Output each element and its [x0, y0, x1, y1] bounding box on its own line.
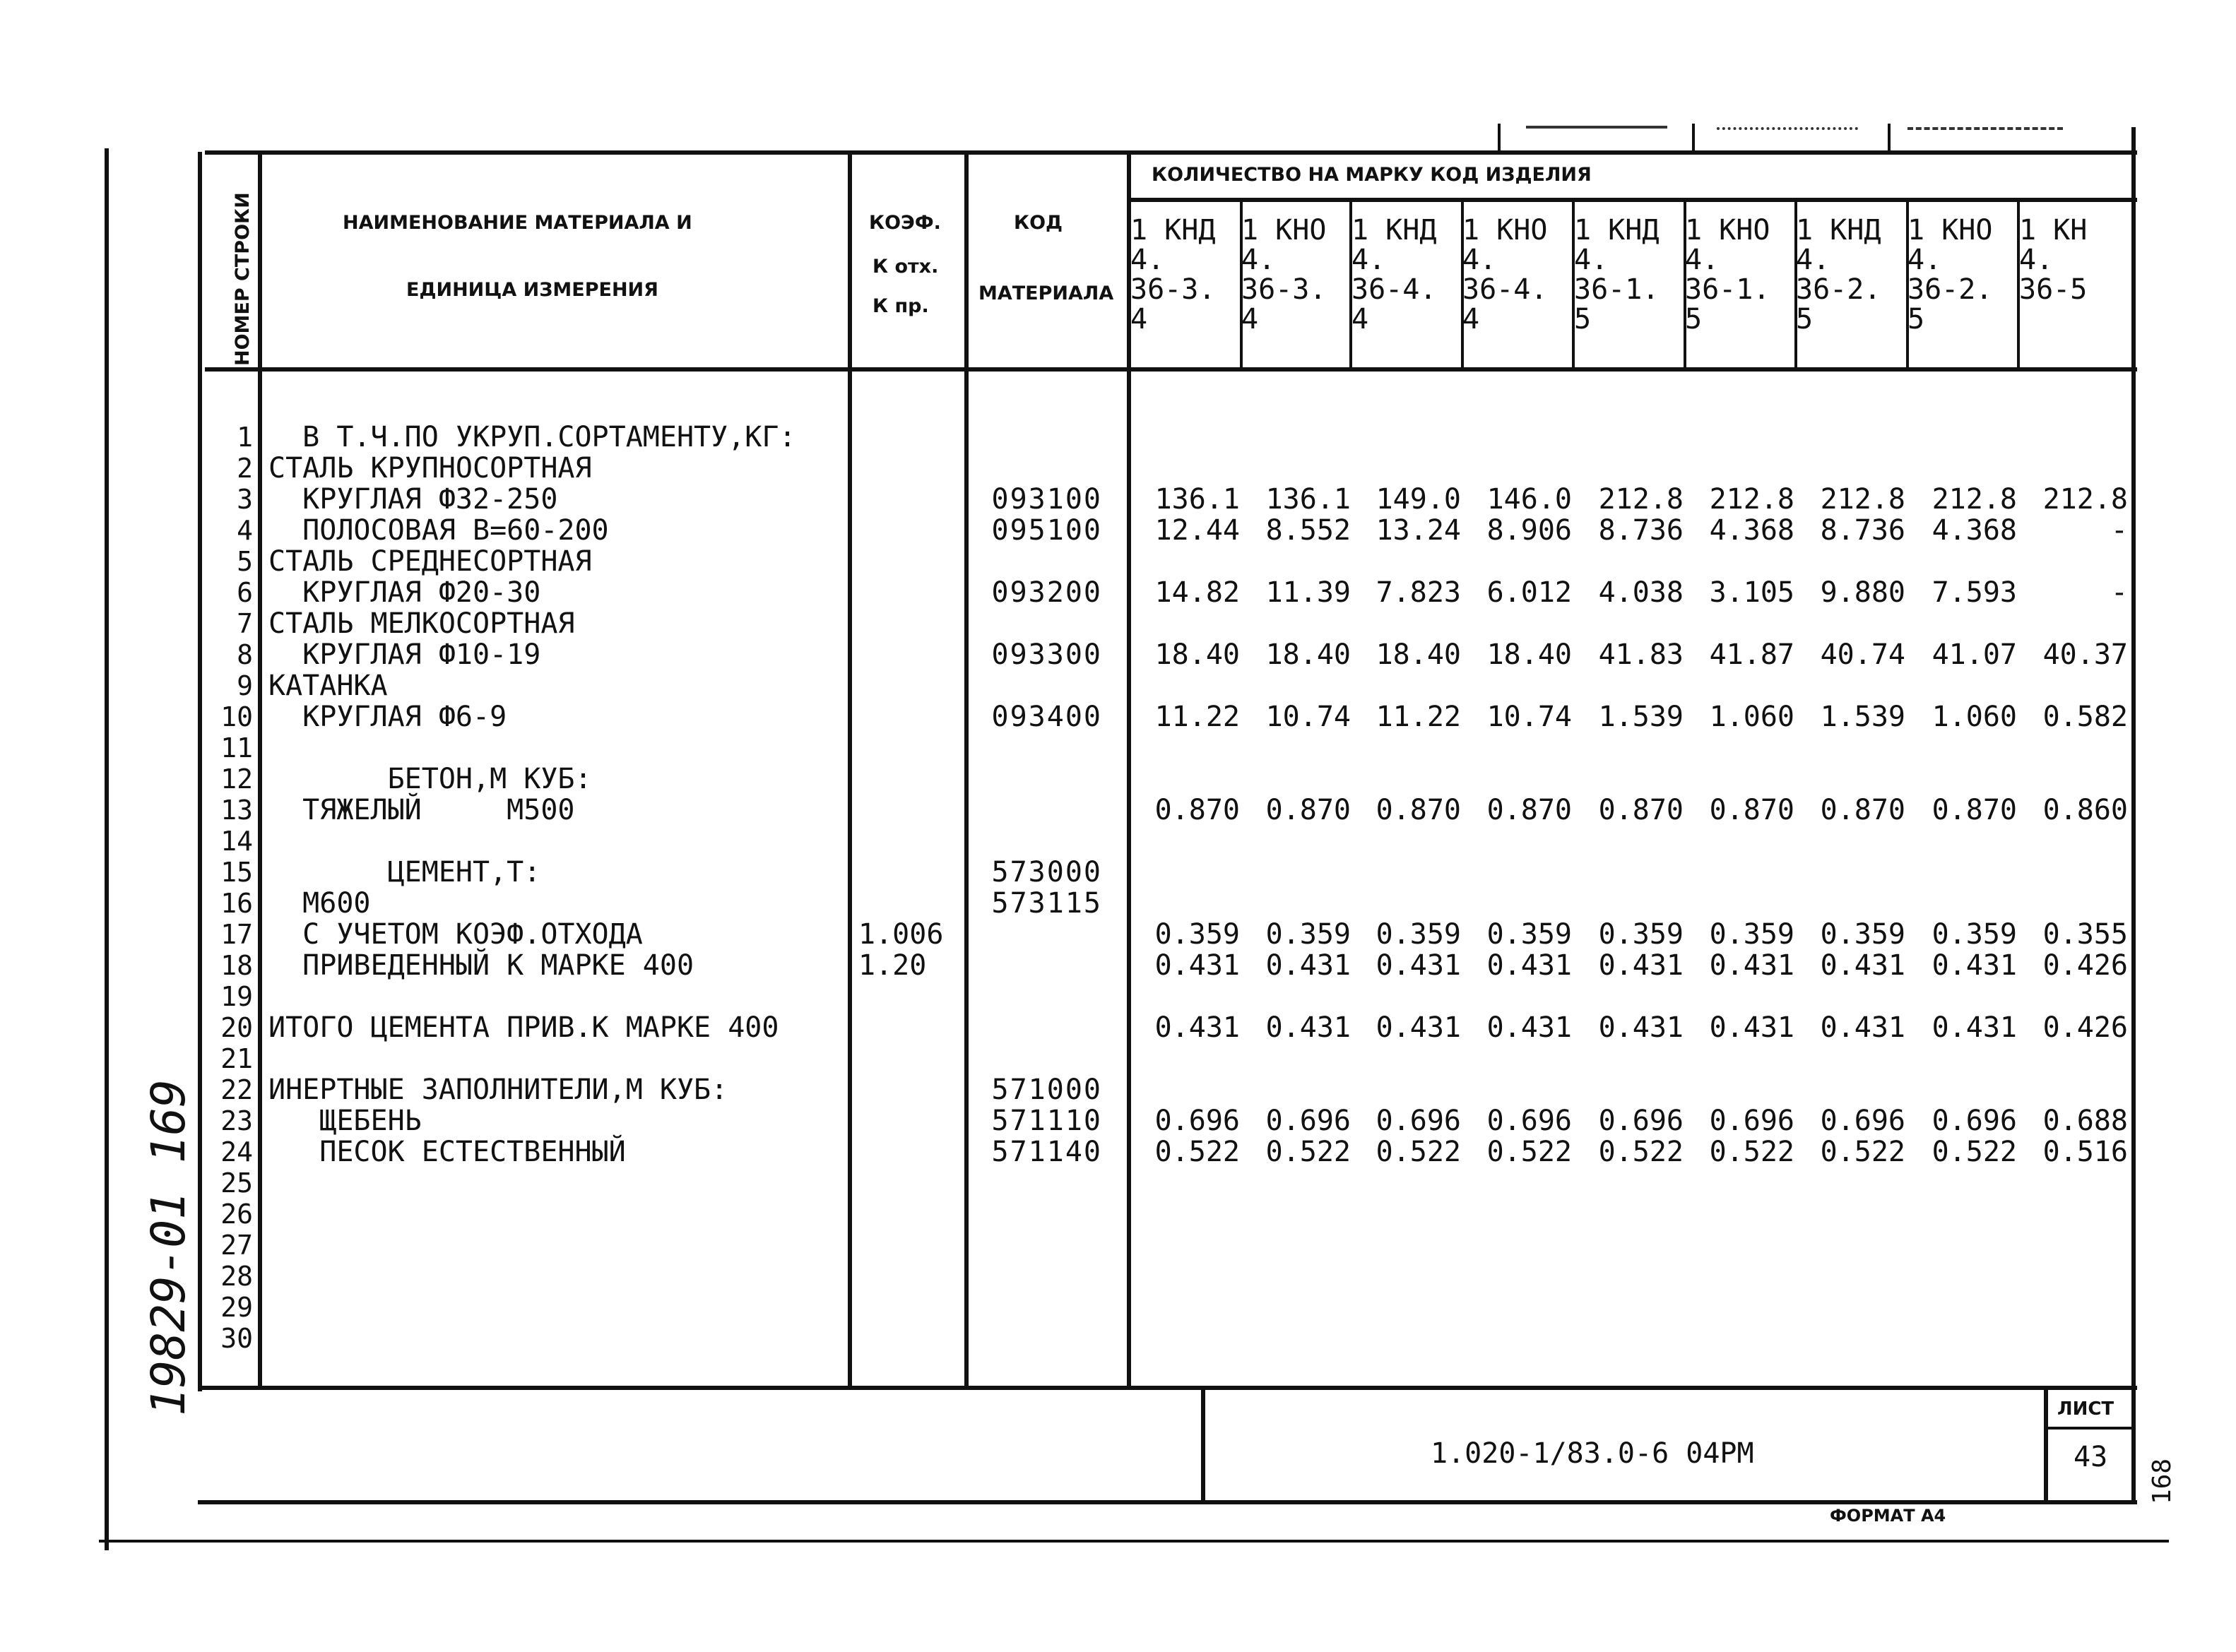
col-sep-coef	[964, 152, 969, 1388]
left-border-line	[105, 148, 109, 1550]
row-number: 7	[237, 608, 253, 639]
quantity-cell: 1.060	[1709, 701, 1794, 733]
quantity-cell: 1.060	[1932, 701, 2017, 733]
quantity-cell: 13.24	[1376, 514, 1461, 547]
product-col-9: 1 КН 4. 36-5	[2019, 214, 2088, 306]
product-col-5: 1 КНД 4. 36-1. 5	[1574, 214, 1660, 335]
quantity-cell: 0.431	[1820, 949, 1905, 982]
quantity-cell: 41.87	[1709, 638, 1794, 671]
product-col-4: 1 КНО 4. 36-4. 4	[1462, 214, 1548, 335]
code-row-23: 571110	[991, 1105, 1102, 1137]
product-col-2: 1 КНО 4. 36-3. 4	[1241, 214, 1327, 335]
quantity-cell: 0.516	[2042, 1136, 2128, 1168]
row-number: 18	[220, 950, 253, 981]
margin-number-right: 168	[2148, 1458, 2177, 1504]
quantity-cell: -	[2110, 514, 2128, 547]
quantity-cell: 7.593	[1932, 576, 2017, 609]
quantity-cell: 8.552	[1265, 514, 1351, 547]
quantity-cell: 0.696	[1376, 1105, 1461, 1137]
row-number: 9	[237, 670, 253, 701]
quantity-cell: 18.40	[1376, 638, 1461, 671]
quantity-cell: 136.1	[1154, 483, 1240, 516]
quantity-cell: 0.359	[1265, 918, 1351, 951]
row-number: 16	[220, 888, 253, 919]
quantity-cell: 0.696	[1820, 1105, 1905, 1137]
row-number: 15	[220, 857, 253, 888]
header-coef-line1: КОЭФ.	[869, 212, 941, 234]
top-stamp-scribble-2	[1717, 127, 1858, 136]
quantity-cell: 1.539	[1820, 701, 1905, 733]
quantity-cell: 0.870	[1154, 794, 1240, 826]
quantity-cell: 0.696	[1598, 1105, 1684, 1137]
code-row-8: 093300	[991, 638, 1102, 671]
quantity-cell: 4.038	[1598, 576, 1684, 609]
code-row-4: 095100	[991, 514, 1102, 547]
material-row-8: КРУГЛАЯ Ф10-19	[268, 638, 541, 671]
quantity-cell: 18.40	[1486, 638, 1572, 671]
quantity-cell: 212.8	[1709, 483, 1794, 516]
material-row-2: СТАЛЬ КРУПНОСОРТНАЯ	[268, 452, 592, 485]
material-row-20: ИТОГО ЦЕМЕНТА ПРИВ.К МАРКЕ 400	[268, 1011, 779, 1044]
quantity-cell: 0.431	[1598, 949, 1684, 982]
table-bottom-line	[198, 1386, 2137, 1390]
header-row-number: НОМЕР СТРОКИ	[232, 192, 254, 366]
row-number: 26	[220, 1199, 253, 1230]
row-number: 14	[220, 826, 253, 857]
quantity-cell: 12.44	[1154, 514, 1240, 547]
quantity-cell: 0.431	[1154, 1011, 1240, 1044]
header-name-line1: НАИМЕНОВАНИЕ МАТЕРИАЛА И	[343, 212, 692, 234]
quantity-cell: 0.870	[1598, 794, 1684, 826]
quantity-cell: 0.431	[1265, 1011, 1351, 1044]
top-stamp-scribble-1	[1526, 126, 1667, 136]
quantity-cell: 7.823	[1376, 576, 1461, 609]
quantity-cell: 212.8	[1598, 483, 1684, 516]
code-row-24: 571140	[991, 1136, 1102, 1168]
quantity-cell: 18.40	[1154, 638, 1240, 671]
row-number: 21	[220, 1043, 253, 1074]
material-row-10: КРУГЛАЯ Ф6-9	[268, 701, 507, 733]
quantity-cell: 10.74	[1265, 701, 1351, 733]
quantity-cell: 0.522	[1486, 1136, 1572, 1168]
row-number: 1	[237, 422, 253, 453]
row-number: 10	[220, 701, 253, 732]
product-col-3: 1 КНД 4. 36-4. 4	[1351, 214, 1437, 335]
margin-handwritten-left: 19829-01 169	[141, 1079, 196, 1416]
col-sep-name	[848, 152, 852, 1388]
quantity-cell: 0.582	[2042, 701, 2128, 733]
quantity-cell: 4.368	[1932, 514, 2017, 547]
document-code: 1.020-1/83.0-6 04РМ	[1431, 1437, 1754, 1470]
quantity-cell: 212.8	[1932, 483, 2017, 516]
sheet-box-mid	[2044, 1427, 2136, 1430]
format-label: ФОРМАТ А4	[1830, 1506, 1946, 1526]
product-col-1: 1 КНД 4. 36-3. 4	[1130, 214, 1216, 335]
quantity-cell: 0.696	[1709, 1105, 1794, 1137]
quantity-cell: 0.431	[1598, 1011, 1684, 1044]
quantity-cell: 10.74	[1486, 701, 1572, 733]
quantity-cell: 41.07	[1932, 638, 2017, 671]
quantity-cell: 0.522	[1154, 1136, 1240, 1168]
code-row-6: 093200	[991, 576, 1102, 609]
row-number: 30	[220, 1323, 253, 1354]
code-row-22: 571000	[991, 1074, 1102, 1106]
row-number: 17	[220, 919, 253, 950]
row-number: 28	[220, 1261, 253, 1292]
material-row-6: КРУГЛАЯ Ф20-30	[268, 576, 541, 609]
quantity-cell: 212.8	[2042, 483, 2128, 516]
quantity-cell: 0.522	[1932, 1136, 2017, 1168]
header-coef-line2: К отх.	[872, 256, 939, 278]
quantity-cell: 0.522	[1820, 1136, 1905, 1168]
row-number: 4	[237, 515, 253, 546]
row-number: 11	[220, 732, 253, 763]
header-bottom-line	[205, 367, 2137, 372]
row-number: 13	[220, 795, 253, 826]
quantity-cell: 0.431	[1820, 1011, 1905, 1044]
quantity-cell: 0.426	[2042, 1011, 2128, 1044]
material-row-3: КРУГЛАЯ Ф32-250	[268, 483, 558, 516]
quantity-cell: 40.37	[2042, 638, 2128, 671]
top-border-line	[205, 150, 2137, 155]
quantity-cell: 8.736	[1820, 514, 1905, 547]
material-row-4: ПОЛОСОВАЯ В=60-200	[268, 514, 609, 547]
quantity-cell: 149.0	[1376, 483, 1461, 516]
quantity-cell: 0.359	[1486, 918, 1572, 951]
product-col-7: 1 КНД 4. 36-2. 5	[1796, 214, 1881, 335]
quantity-cell: 212.8	[1820, 483, 1905, 516]
top-stamp-sep-2	[1692, 124, 1695, 150]
quantity-cell: 0.431	[1486, 1011, 1572, 1044]
row-number: 5	[237, 546, 253, 577]
quantity-cell: 0.870	[1376, 794, 1461, 826]
quantity-cell: 0.355	[2042, 918, 2128, 951]
quantity-cell: 0.359	[1376, 918, 1461, 951]
material-row-9: КАТАНКА	[268, 670, 388, 702]
quantity-cell: 0.696	[1265, 1105, 1351, 1137]
quantity-cell: 0.522	[1598, 1136, 1684, 1168]
material-row-23: ЩЕБЕНЬ	[268, 1105, 422, 1137]
material-row-17: С УЧЕТОМ КОЭФ.ОТХОДА	[268, 918, 643, 951]
quantity-cell: 0.870	[1932, 794, 2017, 826]
material-row-18: ПРИВЕДЕННЫЙ К МАРКЕ 400	[268, 949, 694, 982]
row-number: 22	[220, 1074, 253, 1105]
header-code-line2: МАТЕРИАЛА	[978, 283, 1114, 304]
quantity-cell: 0.522	[1709, 1136, 1794, 1168]
quantity-cell: 0.870	[1820, 794, 1905, 826]
row-number: 6	[237, 577, 253, 608]
material-row-12: БЕТОН,М КУБ:	[268, 763, 592, 795]
quantity-cell: 14.82	[1154, 576, 1240, 609]
top-stamp-sep-3	[1888, 124, 1891, 150]
quantity-cell: 41.83	[1598, 638, 1684, 671]
quantity-cell: 40.74	[1820, 638, 1905, 671]
quantity-cell: 8.906	[1486, 514, 1572, 547]
code-row-3: 093100	[991, 483, 1102, 516]
quantity-cell: -	[2110, 576, 2128, 609]
quantity-cell: 11.22	[1376, 701, 1461, 733]
material-row-1: В Т.Ч.ПО УКРУП.СОРТАМЕНТУ,КГ:	[268, 421, 796, 453]
quantity-cell: 0.426	[2042, 949, 2128, 982]
top-stamp-scribble-3	[1907, 127, 2063, 136]
header-quantity: КОЛИЧЕСТВО НА МАРКУ КОД ИЗДЕЛИЯ	[1152, 164, 1592, 186]
sheet-number: 43	[2074, 1441, 2108, 1473]
row-number: 25	[220, 1167, 253, 1199]
sheet-label: ЛИСТ	[2057, 1398, 2114, 1420]
quantity-cell: 0.359	[1932, 918, 2017, 951]
row-number: 23	[220, 1105, 253, 1136]
quantity-cell: 9.880	[1820, 576, 1905, 609]
page-bottom-line	[99, 1540, 2169, 1543]
coef-row-17: 1.006	[858, 918, 944, 951]
quantity-cell: 146.0	[1486, 483, 1572, 516]
code-row-15: 573000	[991, 856, 1102, 889]
row-number: 24	[220, 1136, 253, 1167]
inner-left-border	[198, 152, 202, 1391]
material-row-16: М600	[268, 887, 371, 920]
coef-row-18: 1.20	[858, 949, 927, 982]
quantity-cell: 0.431	[1932, 949, 2017, 982]
quantity-cell: 3.105	[1709, 576, 1794, 609]
code-row-16: 573115	[991, 887, 1102, 920]
quantity-cell: 1.539	[1598, 701, 1684, 733]
quantity-cell: 4.368	[1709, 514, 1794, 547]
header-code-line1: КОД	[1014, 212, 1063, 234]
row-number: 2	[237, 453, 253, 484]
code-row-10: 093400	[991, 701, 1102, 733]
sheet-box-left	[2044, 1386, 2048, 1502]
quantity-cell: 0.431	[1932, 1011, 2017, 1044]
material-row-24: ПЕСОК ЕСТЕСТВЕННЫЙ	[268, 1136, 626, 1168]
row-number: 19	[220, 981, 253, 1012]
quantity-cell: 136.1	[1265, 483, 1351, 516]
row-number: 27	[220, 1230, 253, 1261]
quantity-cell: 0.860	[2042, 794, 2128, 826]
quantity-cell: 0.870	[1709, 794, 1794, 826]
quantity-cell: 0.522	[1265, 1136, 1351, 1168]
footer-divider	[1201, 1386, 1205, 1502]
quantity-cell: 0.359	[1709, 918, 1794, 951]
quantity-cell: 11.39	[1265, 576, 1351, 609]
quantity-cell: 0.431	[1154, 949, 1240, 982]
col-sep-code	[1127, 152, 1131, 1388]
top-stamp-sep-1	[1498, 124, 1501, 150]
row-number: 12	[220, 763, 253, 795]
material-row-13: ТЯЖЕЛЫЙ М500	[268, 794, 575, 826]
row-number: 29	[220, 1292, 253, 1323]
quantity-cell: 0.870	[1265, 794, 1351, 826]
quantity-cell: 6.012	[1486, 576, 1572, 609]
product-col-8: 1 КНО 4. 36-2. 5	[1907, 214, 1993, 335]
quantity-cell: 0.696	[1154, 1105, 1240, 1137]
footer-bottom-line	[198, 1500, 2137, 1504]
quantity-cell: 18.40	[1265, 638, 1351, 671]
quantity-cell: 8.736	[1598, 514, 1684, 547]
quantity-cell: 0.431	[1376, 1011, 1461, 1044]
quantity-header-line	[1130, 198, 2137, 202]
quantity-cell: 0.431	[1709, 949, 1794, 982]
quantity-cell: 0.359	[1154, 918, 1240, 951]
col-sep-rownum	[258, 152, 262, 1388]
quantity-cell: 0.359	[1598, 918, 1684, 951]
right-border-line	[2131, 127, 2136, 1504]
material-row-15: ЦЕМЕНТ,Т:	[268, 856, 541, 889]
row-number: 3	[237, 484, 253, 515]
material-row-22: ИНЕРТНЫЕ ЗАПОЛНИТЕЛИ,М КУБ:	[268, 1074, 728, 1106]
quantity-cell: 0.688	[2042, 1105, 2128, 1137]
header-name-line2: ЕДИНИЦА ИЗМЕРЕНИЯ	[406, 279, 658, 301]
material-row-5: СТАЛЬ СРЕДНЕСОРТНАЯ	[268, 545, 592, 578]
quantity-cell: 0.359	[1820, 918, 1905, 951]
quantity-cell: 0.696	[1932, 1105, 2017, 1137]
header-coef-line3: К пр.	[872, 295, 929, 317]
quantity-cell: 11.22	[1154, 701, 1240, 733]
material-row-7: СТАЛЬ МЕЛКОСОРТНАЯ	[268, 607, 575, 640]
quantity-cell: 0.431	[1709, 1011, 1794, 1044]
row-number: 8	[237, 639, 253, 670]
product-col-6: 1 КНО 4. 36-1. 5	[1685, 214, 1770, 335]
quantity-cell: 0.431	[1486, 949, 1572, 982]
quantity-cell: 0.431	[1265, 949, 1351, 982]
quantity-cell: 0.696	[1486, 1105, 1572, 1137]
quantity-cell: 0.870	[1486, 794, 1572, 826]
quantity-cell: 0.522	[1376, 1136, 1461, 1168]
row-number: 20	[220, 1012, 253, 1043]
quantity-cell: 0.431	[1376, 949, 1461, 982]
